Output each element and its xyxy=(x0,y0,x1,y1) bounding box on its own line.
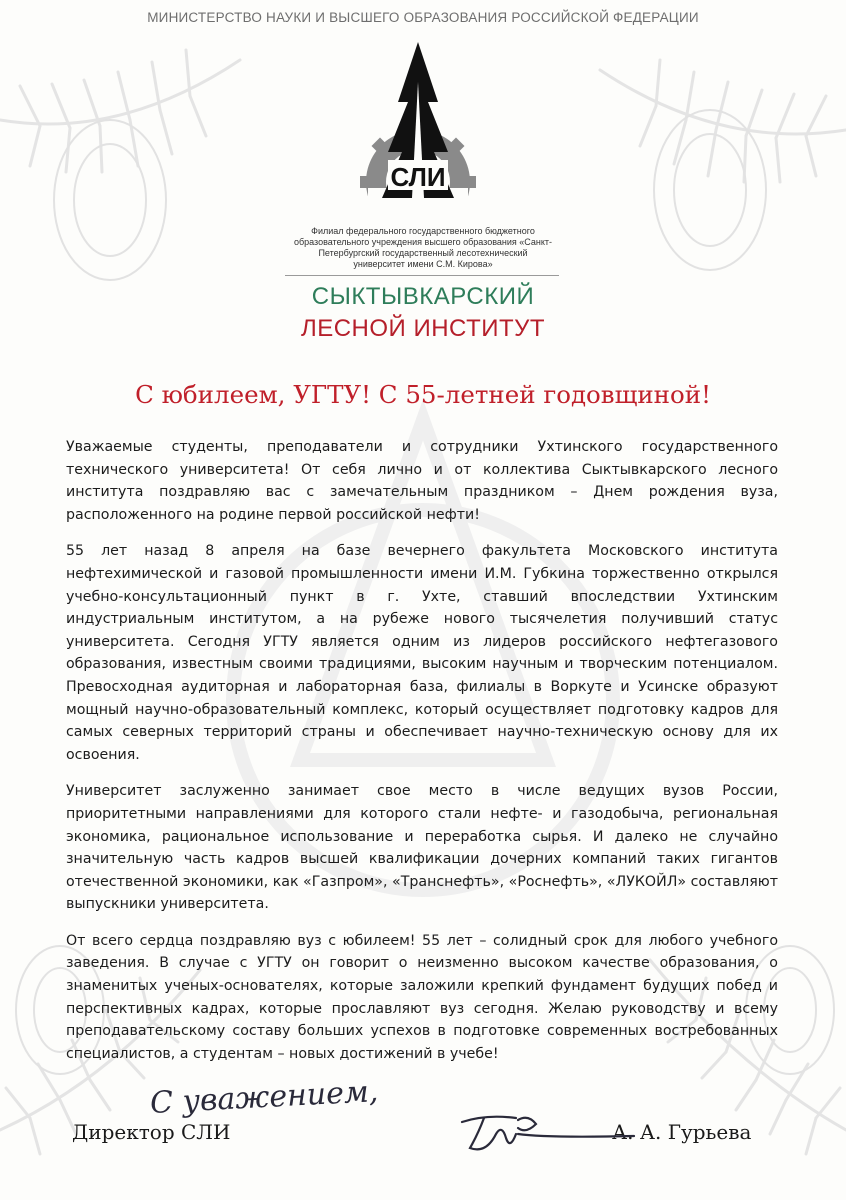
signer-title: Директор СЛИ xyxy=(72,1120,231,1144)
filial-line: университет имени С.М. Кирова» xyxy=(353,259,493,269)
paragraph: Университет заслуженно занимает свое место в числе ведущих вузов России, приоритетными направлениями для которого стали нефте- и газодобыча, региональная экономика, рациональное использование и переработка сырья. И далеко не случайно значительную часть кадров высшей квалификации дочерних компаний таких гигантов отечественной экономики, как «Газпром», «Транснефть», «Роснефть», «ЛУКОЙЛ» составляют выпускники университета. xyxy=(66,783,778,913)
logo-text: СЛИ xyxy=(390,162,446,192)
handwritten-regards: С уважением, xyxy=(149,1074,380,1121)
divider xyxy=(285,275,559,276)
sli-logo xyxy=(358,42,478,220)
filial-line: Петербургский государственный лесотехнический xyxy=(318,248,528,258)
ministry-header: МИНИСТЕРСТВО НАУКИ И ВЫСШЕГО ОБРАЗОВАНИЯ РОССИЙСКОЙ ФЕДЕРАЦИИ xyxy=(147,10,699,25)
institute-name-line2: ЛЕСНОЙ ИНСТИТУТ xyxy=(300,315,546,342)
signer-name: А. А. Гурьева xyxy=(612,1120,752,1144)
paragraph: От всего сердца поздравляю вуз с юбилеем! 55 лет – солидный срок для любого учебного заведения. В случае с УГТУ он говорит о неизменно высоком качестве образования, о знаменитых ученых-основателях, которые заложили крепкий фундамент будущих побед и перспективных кадрах, которые прославляют вуз сегодня. Желаю руководству и всему преподавательскому составу больших успехов в подготовке современных востребованных специалистов, а студентам – новых достижений в учебе! xyxy=(66,932,778,1062)
paragraph: Уважаемые студенты, преподаватели и сотрудники Ухтинского государственного технического университета! От себя лично и от коллектива Сыктывкарского лесного института поздравляю вас с замечательным праздником – Днем рождения вуза, расположенного на родине первой российской нефти! xyxy=(66,439,778,523)
filial-line: образовательного учреждения высшего образования «Санкт- xyxy=(293,237,553,247)
paragraph: 55 лет назад 8 апреля на базе вечернего факультета Московского института нефтехимической и газовой промышленности имени И.М. Губкина торжественно открылся учебно-консультационный пункт в г. Ухте, ставший впоследствии Ухтинским индустриальным институтом, а на рубеже нового тысячелетия получивший статус университета. Сегодня УГТУ является одним из лидеров российского нефтегазового образования, известным своими традициями, высоким научным и творческим потенциалом. Превосходная аудиторная и лабораторная база, филиалы в Воркуте и Усинске образуют мощный научно-образовательный комплекс, который осуществляет подготовку кадров для самых северных территорий страны и обеспечивает научно-техническую основу для их освоения. xyxy=(66,543,778,763)
letter-body xyxy=(66,436,778,1079)
filial-description xyxy=(268,226,578,270)
filial-line: Филиал федерального государственного бюджетного xyxy=(311,226,535,236)
handwritten-signature xyxy=(456,1104,636,1164)
page-title: С юбилеем, УГТУ! С 55-летней годовщиной! xyxy=(135,380,711,409)
institute-name-line1: СЫКТЫВКАРСКИЙ xyxy=(311,283,535,310)
